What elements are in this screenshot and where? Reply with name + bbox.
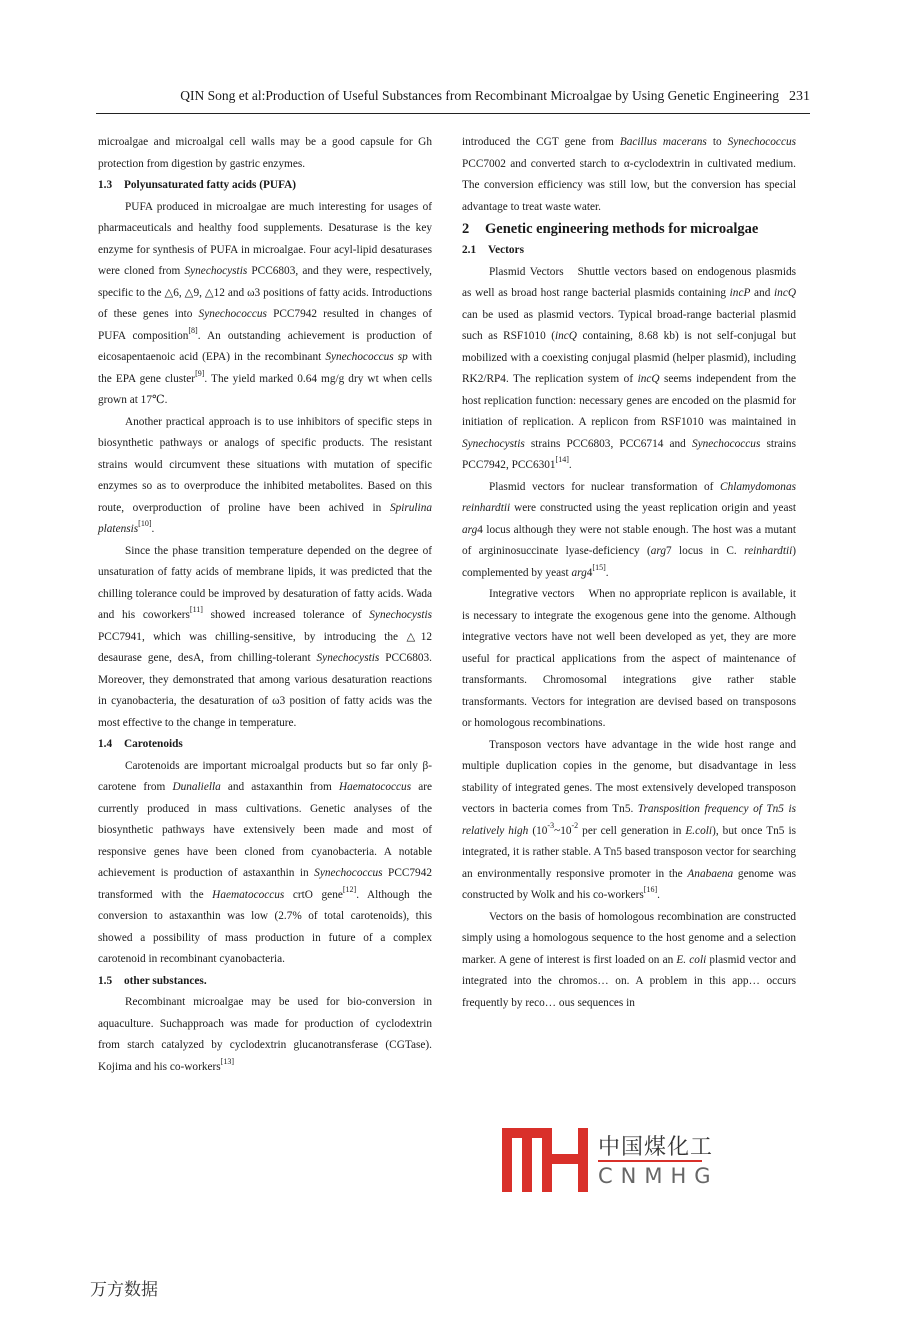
paragraph: Integrative vectors When no appropriate replicon is available, it is necessary to integrate the exogenous gene into the genome. Although integrative vectors have not well been developed as yet, they are more useful for practical applications from the aspect of maintenance of transformants. Chromosomal integrations give rather stable transformants. Vectors for integration are devised based on transposons or homologous recombinations. bbox=[462, 588, 796, 729]
paragraph: Recombinant microalgae may be used for bio-conversion in aquaculture. Suchapproach was made for production of cyclodextrin from starch catalyzed by cyclodextrin glucanotransferase (CGTase). Kojima and his co-workers[13] bbox=[98, 996, 432, 1073]
paragraph: Vectors on the basis of homologous recombination are constructed simply using a homologous sequence to the host genome and a selection marker. A gene of interest is first loaded on an E. coli plasmid vector and integrated into the chromos… on. A problem in this app… occurs frequently by reco… ous sequences in bbox=[462, 910, 796, 1009]
citation: [8] bbox=[188, 325, 198, 335]
page-number: 231 bbox=[789, 89, 810, 104]
paragraph: microalgae and microalgal cell walls may be a good capsule for Gh protection from digestion by gastric enzymes. bbox=[98, 136, 432, 170]
run-in-label: Plasmid Vectors bbox=[489, 265, 564, 278]
citation: [14] bbox=[555, 455, 569, 464]
running-header bbox=[96, 88, 810, 110]
watermark-latin: CNMHG bbox=[598, 1164, 719, 1188]
citation: [11] bbox=[189, 605, 203, 614]
left-column bbox=[98, 132, 432, 1078]
paragraph: Carotenoids are important microalgal products but so far only β-carotene from Dunaliella and astaxanthin from Haematococcus are currently produced in mass cultivations. Genetic analyses of the biosynthetic pathways have extensively been made and most of responsive genes have been cloned from cyanobacteria. A notable achievement is production of astaxanthin in Synechococcus PCC7942 transformed with the Haematococcus crtO gene[12]. Although the conversion to astaxanthin was low (2.7% of total carotenoids), this showed a possibility of mass production in future of a complex carotenoid in recombinant cyanobacteria. bbox=[98, 759, 432, 965]
paragraph: Plasmid vectors for nuclear transformation of Chlamydomonas reinhardtii were constructed using the yeast replication origin and yeast arg4 locus although they were not stable enough. The host was a mutant of argininosuccinate lyase-deficiency (arg7 locus in C. reinhardtii) complemented by yeast arg4[15]. bbox=[462, 480, 797, 579]
section-heading-2: 2 Genetic engineering methods for microalgae bbox=[462, 221, 759, 237]
header-rule bbox=[96, 113, 810, 114]
paragraph: introduced the CGT gene from Bacillus macerans to Synechococcus PCC7002 and converted starch to α-cyclodextrin in cultivated medium. The conversion efficiency was still low, but the conversion has special advantage to treat waste water. bbox=[462, 136, 796, 213]
section-heading-1-5: 1.5 other substances. bbox=[98, 974, 207, 987]
section-heading-1-4: 1.4 Carotenoids bbox=[98, 738, 183, 750]
watermark-chinese: 中国煤化工 bbox=[598, 1135, 714, 1160]
paragraph: Transposon vectors have advantage in the wide host range and multiple duplication copies in the genome, but disadvantage in less stability of integrated genes. The most extensively developed transposon vectors in bacteria comes from Tn5. Transposition frequency of Tn5 is relatively high ($10^{-3}\sim 10^{-2}$ per cell generation in E.coli), but once Tn5 is integrated, it is rather stable. A Tn5 based transposon vector for searching an environmentally responsive promoter in the Anabaena genome was constructed by Wolk and his co-workers[16]. bbox=[462, 738, 796, 901]
citation: [10] bbox=[138, 519, 152, 528]
source-footer: 万方数据 bbox=[90, 1280, 158, 1300]
citation: [9] bbox=[195, 368, 205, 378]
watermark-logo bbox=[502, 1128, 802, 1192]
citation: [15] bbox=[592, 562, 606, 572]
paragraph: PUFA produced in microalgae are much interesting for usages of pharmaceuticals and healthy food supplements. Desaturase is the key enzyme for synthesis of PUFA in microalgae. Four acyl-lipid desaturases were cloned from Synechocystis PCC6803, and they were, respectively, specific to the △6, △9, △12 and ω3 positions of fatty acids. Introductions of these genes into Synechococcus PCC7942 resulted in changes of PUFA composition[8]. An outstanding achievement is production of eicosapentaenoic acid (EPA) in the recombinant Synechococcus sp with the EPA gene cluster[9]. The yield marked 0.64 mg/g dry wt when cells grown at 17℃. bbox=[98, 200, 432, 406]
paragraph: Since the phase transition temperature depended on the degree of unsaturation of fatty acids of membrane lipids, it was predicted that the chilling tolerance could be improved by desaturation of fatty acids. Wada and his coworkers[11] showed increased tolerance of Synechocystis PCC7941, which was chilling-sensitive, by introducing the △12 desaurase gene, desA, from chilling-tolerant Synechocystis PCC6803. Moreover, they demonstrated that among various desaturation reactions in cyanobacteria, the desaturation of ω3 position of fatty acids was the most effective to the change in temperature. bbox=[98, 544, 433, 729]
section-heading-1-3: 1.3 Polyunsaturated fatty acids (PUFA) bbox=[98, 179, 297, 191]
citation: [13] bbox=[220, 1056, 234, 1066]
paragraph: Another practical approach is to use inhibitors of specific steps in biosynthetic pathways or analogs of specific products. The resistant strains would circumvent these situations with mutation of specific enzymes so as to overproduce the inhibited metabolites. Based on this route, overproduction of proline have been achived in Spirulina platensis[10]. bbox=[98, 415, 432, 535]
run-in-label: Integrative vectors bbox=[489, 588, 575, 600]
watermark-rule bbox=[598, 1160, 702, 1162]
running-title: QIN Song et al:Production of Useful Substances from Recombinant Microalgae by Using Genetic Engineering bbox=[180, 88, 779, 103]
cnmhg-logo-icon bbox=[502, 1128, 590, 1192]
citation: [12] bbox=[342, 884, 357, 894]
section-heading-2-1: 2.1 Vectors bbox=[462, 244, 524, 256]
citation: [16] bbox=[643, 885, 658, 894]
paragraph: Plasmid Vectors Shuttle vectors based on endogenous plasmids as well as broad host range bacterial plasmids containing incP and incQ can be used as plasmid vectors. Typical broad-range bacterial plasmid such as RSF1010 (incQ containing, 8.68 kb) is not self-conjugal but mobilized with a coexisting conjugal plasmid (helper plasmid), including RK2/RP4. The replication system of incQ seems independent from the host replication function: necessary genes are encoded on the plasmid for initiation of replication. A replicon from RSF1010 was maintained in Synechocystis strains PCC6803, PCC6714 and Synechococcus strains PCC7942, PCC6301[14]. bbox=[462, 265, 797, 471]
right-column bbox=[462, 132, 796, 1014]
